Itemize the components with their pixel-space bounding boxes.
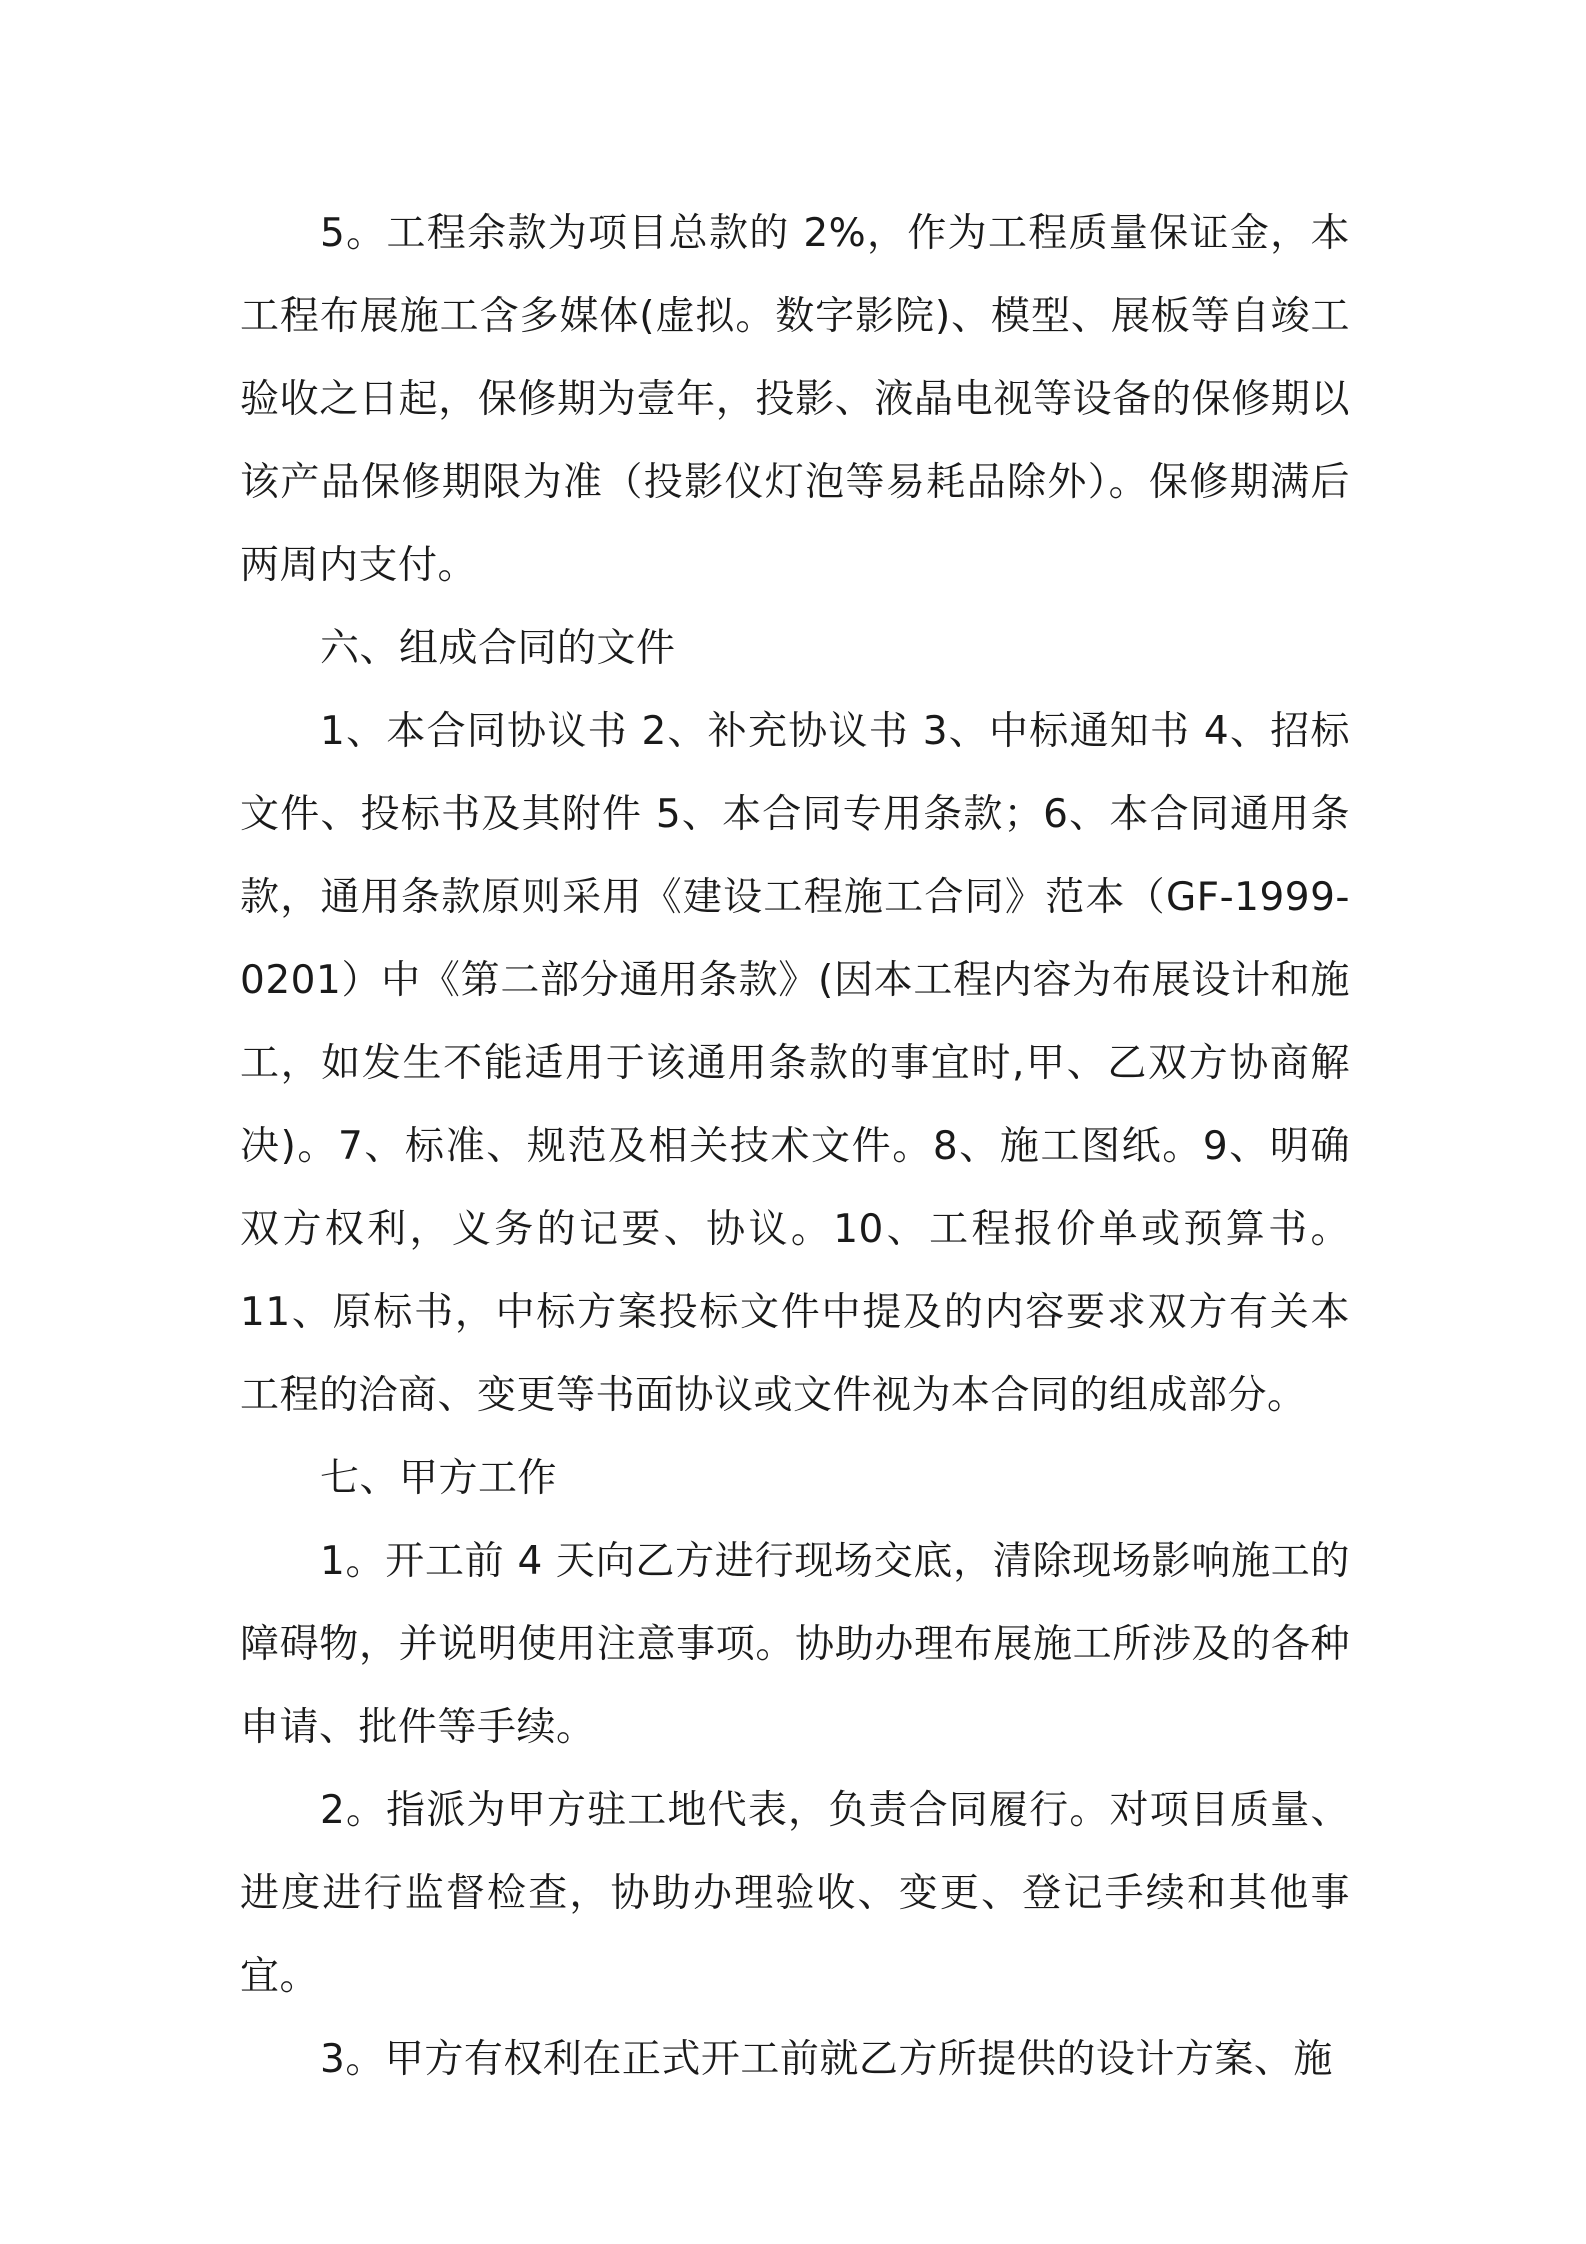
paragraph-party-a-item-3: 3。甲方有权利在正式开工前就乙方所提供的设计方案、施 bbox=[320, 2037, 1333, 2082]
paragraph-party-a-item-2: 2。指派为甲方驻工地代表，负责合同履行。对项目质量、进度进行监督检查，协助办理验收、变更、登记手续和其他事宜。 bbox=[240, 1788, 1350, 1999]
paragraph-final-payment: 5。工程余款为项目总款的 2%，作为工程质量保证金，本工程布展施工含多媒体(虚拟。数字影院)、模型、展板等自竣工验收之日起，保修期为壹年，投影、液晶电视等设备的保修期以该产品保修期限为准（投影仪灯泡等易耗品除外）。保修期满后两周内支付。 bbox=[240, 211, 1350, 588]
section-heading-contract-documents: 六、组成合同的文件 bbox=[320, 626, 676, 671]
paragraph-contract-documents-list: 1、本合同协议书 2、补充协议书 3、中标通知书 4、招标文件、投标书及其附件 5、本合同专用条款；6、本合同通用条款，通用条款原则采用《建设工程施工合同》范本（GF-1999-0201）中《第二部分通用条款》(因本工程内容为布展设计和施工，如发生不能适用于该通用条款的事宜时,甲、乙双方协商解决)。7、标准、规范及相关技术文件。8、施工图纸。9、明确双方权利，义务的记要、协议。10、工程报价单或预算书。11、原标书，中标方案投标文件中提及的内容要求双方有关本工程的洽商、变更等书面协议或文件视为本合同的组成部分。 bbox=[240, 709, 1350, 1418]
document-body bbox=[240, 192, 1350, 2101]
paragraph-party-a-item-1: 1。开工前 4 天向乙方进行现场交底，清除现场影响施工的障碍物，并说明使用注意事项。协助办理布展施工所涉及的各种申请、批件等手续。 bbox=[240, 1539, 1350, 1750]
section-heading-party-a-work: 七、甲方工作 bbox=[320, 1456, 558, 1501]
